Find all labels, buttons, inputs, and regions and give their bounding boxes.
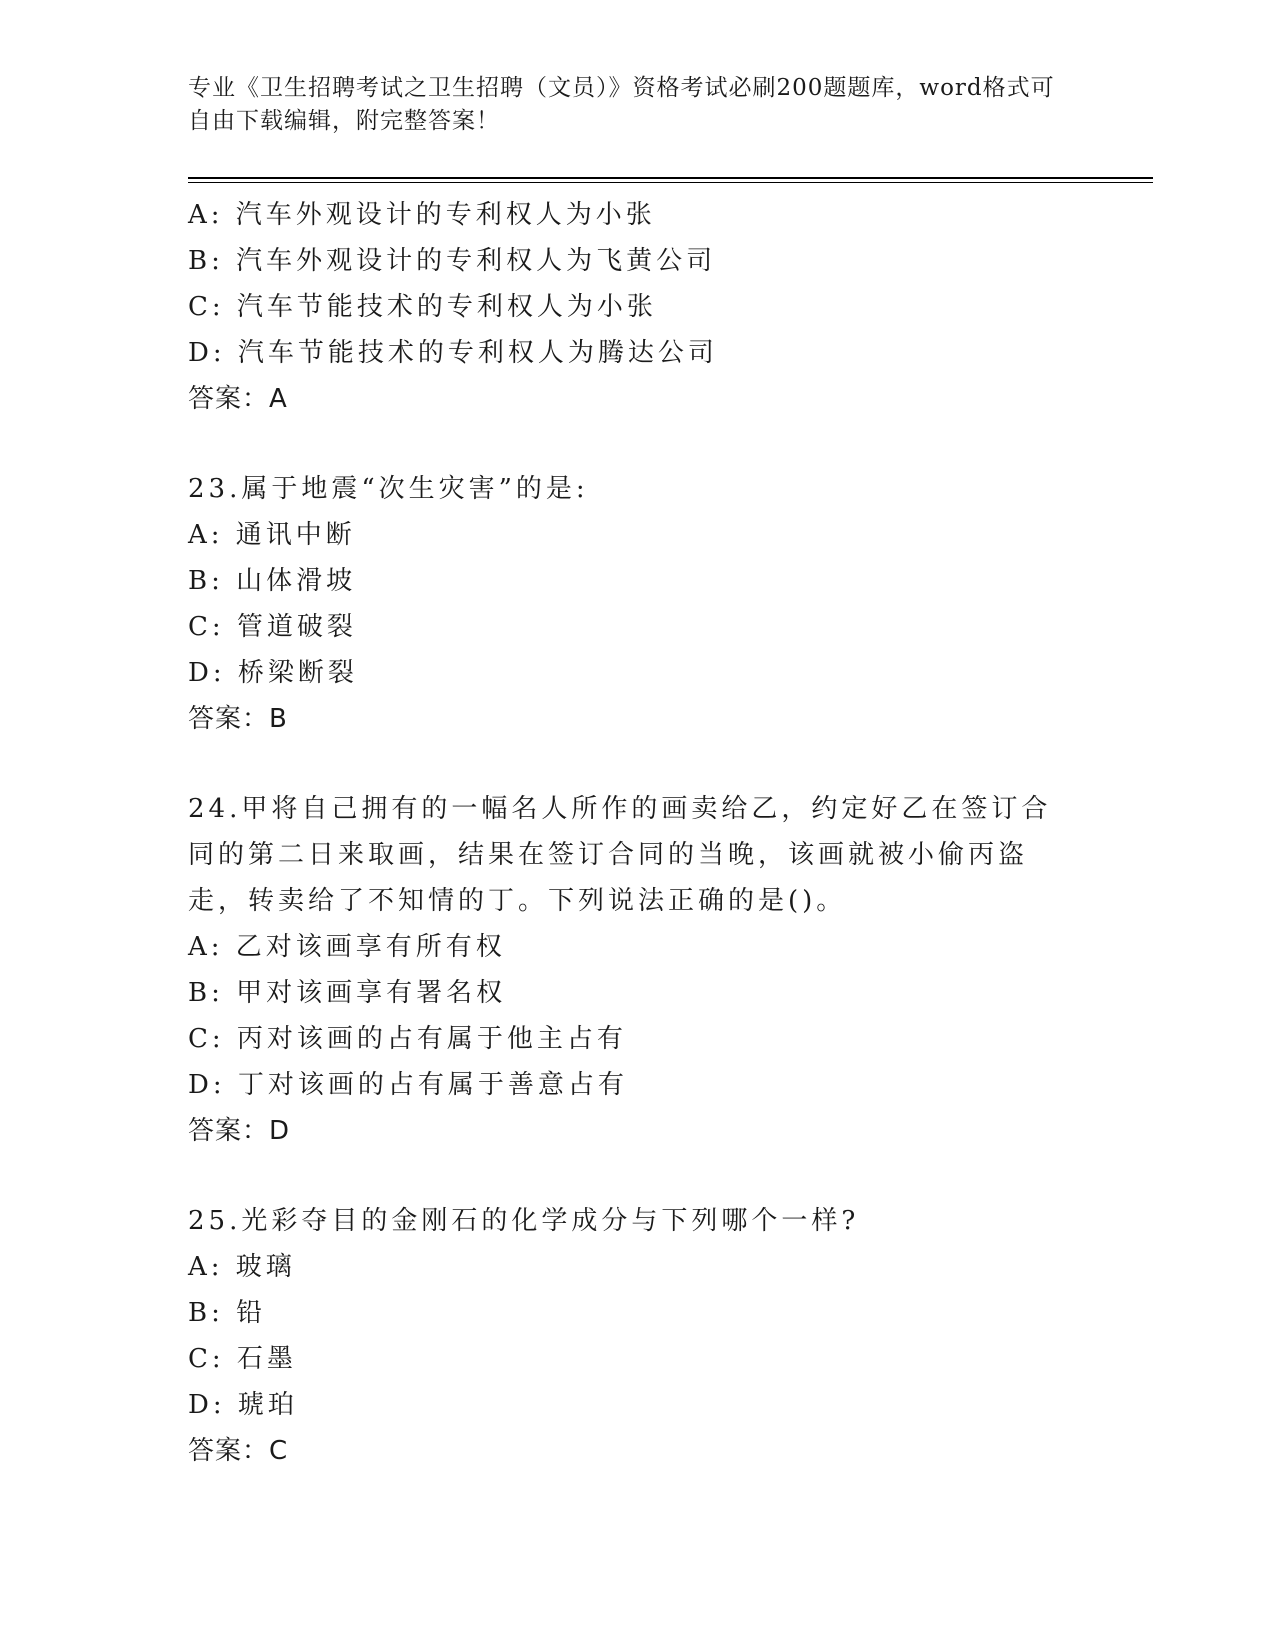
question-stem: 25.光彩夺目的金刚石的化学成分与下列哪个一样?	[188, 1206, 860, 1236]
answer: 答案：C	[188, 1436, 289, 1466]
option-a: A: 玻璃	[188, 1252, 296, 1282]
option-c: C: 石墨	[188, 1344, 297, 1374]
option-d: D: 汽车节能技术的专利权人为腾达公司	[188, 338, 718, 368]
document-header: 专业《卫生招聘考试之卫生招聘（文员）》资格考试必刷200题题库，word格式可自由下载编辑，附完整答案！	[188, 75, 1055, 134]
spacer	[188, 742, 1088, 786]
option-b: B: 汽车外观设计的专利权人为飞黄公司	[188, 246, 717, 276]
option-c: C: 管道破裂	[188, 612, 357, 642]
question-22	[188, 192, 1088, 422]
option-b: B: 铅	[188, 1298, 267, 1328]
question-stem: 24.甲将自己拥有的一幅名人所作的画卖给乙，约定好乙在签订合同的第二日来取画，结果在签订合同的当晚，该画就被小偷丙盗走，转卖给了不知情的丁。下列说法正确的是()。	[188, 794, 1052, 916]
spacer	[188, 422, 1088, 466]
answer: 答案：A	[188, 384, 288, 414]
option-a: A: 汽车外观设计的专利权人为小张	[188, 200, 656, 230]
option-c: C: 丙对该画的占有属于他主占有	[188, 1024, 627, 1054]
option-b: B: 山体滑坡	[188, 566, 357, 596]
question-stem: 23.属于地震“次生灾害”的是:	[188, 474, 589, 504]
header-divider-thin	[188, 182, 1153, 183]
option-c: C: 汽车节能技术的专利权人为小张	[188, 292, 657, 322]
option-d: D: 桥梁断裂	[188, 658, 358, 688]
answer: 答案：D	[188, 1116, 291, 1146]
spacer	[188, 1154, 1088, 1198]
question-25	[188, 1198, 1088, 1474]
option-a: A: 乙对该画享有所有权	[188, 932, 506, 962]
option-b: B: 甲对该画享有署名权	[188, 978, 507, 1008]
option-d: D: 琥珀	[188, 1390, 298, 1420]
question-list	[188, 192, 1088, 1474]
option-a: A: 通讯中断	[188, 520, 356, 550]
option-d: D: 丁对该画的占有属于善意占有	[188, 1070, 628, 1100]
header-divider-thick	[188, 177, 1153, 179]
question-23	[188, 466, 1088, 742]
answer: 答案：B	[188, 704, 288, 734]
question-24	[188, 786, 1088, 1154]
